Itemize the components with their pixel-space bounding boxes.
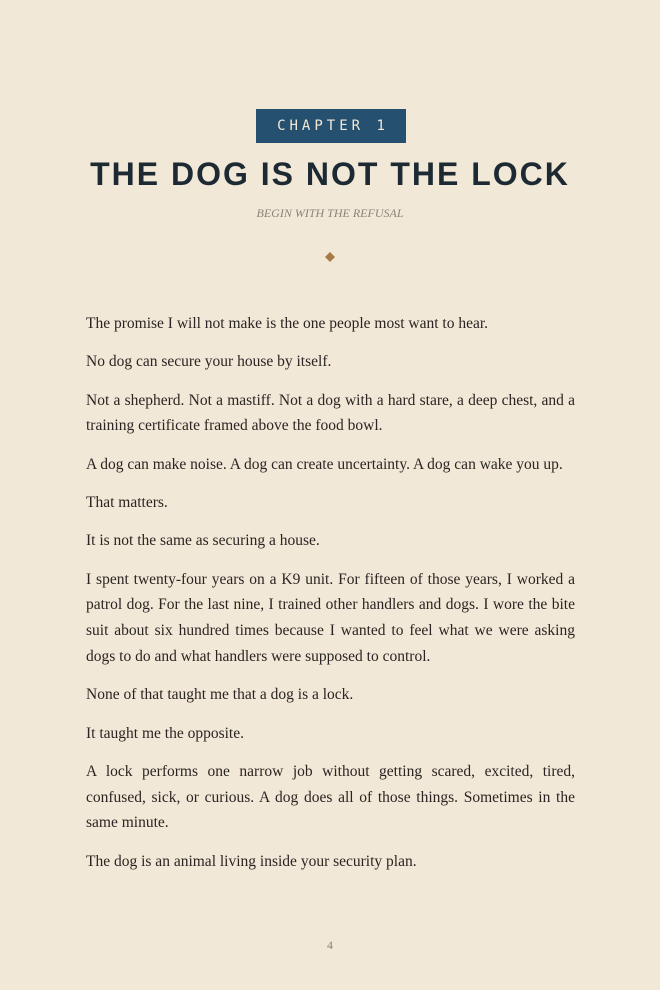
page-number: 4 — [327, 938, 333, 952]
paragraph: None of that taught me that a dog is a lock. — [86, 686, 354, 704]
paragraph: That matters. — [86, 493, 168, 511]
chapter-label: CHAPTER 1 — [277, 118, 389, 134]
paragraph: It is not the same as securing a house. — [86, 532, 320, 550]
paragraph: The promise I will not make is the one people most want to hear. — [86, 315, 489, 332]
paragraph: I spent twenty-four years on a K9 unit. For fifteen of those years, I worked a patrol dog. For the last nine, I trained other handlers and dogs. I wore the bite suit about six hundred times because I wanted to feel what we were asking dogs to do and what handlers were supposed to control. — [86, 570, 575, 665]
chapter-subtitle: BEGIN WITH THE REFUSAL — [256, 206, 404, 220]
paragraph: The dog is an animal living inside your security plan. — [86, 852, 417, 870]
chapter-title: THE DOG IS NOT THE LOCK — [90, 156, 570, 192]
paragraph: A lock performs one narrow job without getting scared, excited, tired, confused, sick, or curious. A dog does all of those things. Sometimes in the same minute. — [86, 762, 575, 832]
chapter-badge — [256, 109, 406, 143]
paragraph: No dog can secure your house by itself. — [86, 353, 332, 371]
chapter-body — [86, 311, 575, 887]
diamond-ornament-icon — [325, 252, 335, 262]
paragraph: It taught me the opposite. — [86, 724, 244, 742]
paragraph: Not a shepherd. Not a mastiff. Not a dog with a hard stare, a deep chest, and a training certificate framed above the food bowl. — [86, 391, 575, 435]
paragraph: A dog can make noise. A dog can create uncertainty. A dog can wake you up. — [86, 455, 563, 473]
